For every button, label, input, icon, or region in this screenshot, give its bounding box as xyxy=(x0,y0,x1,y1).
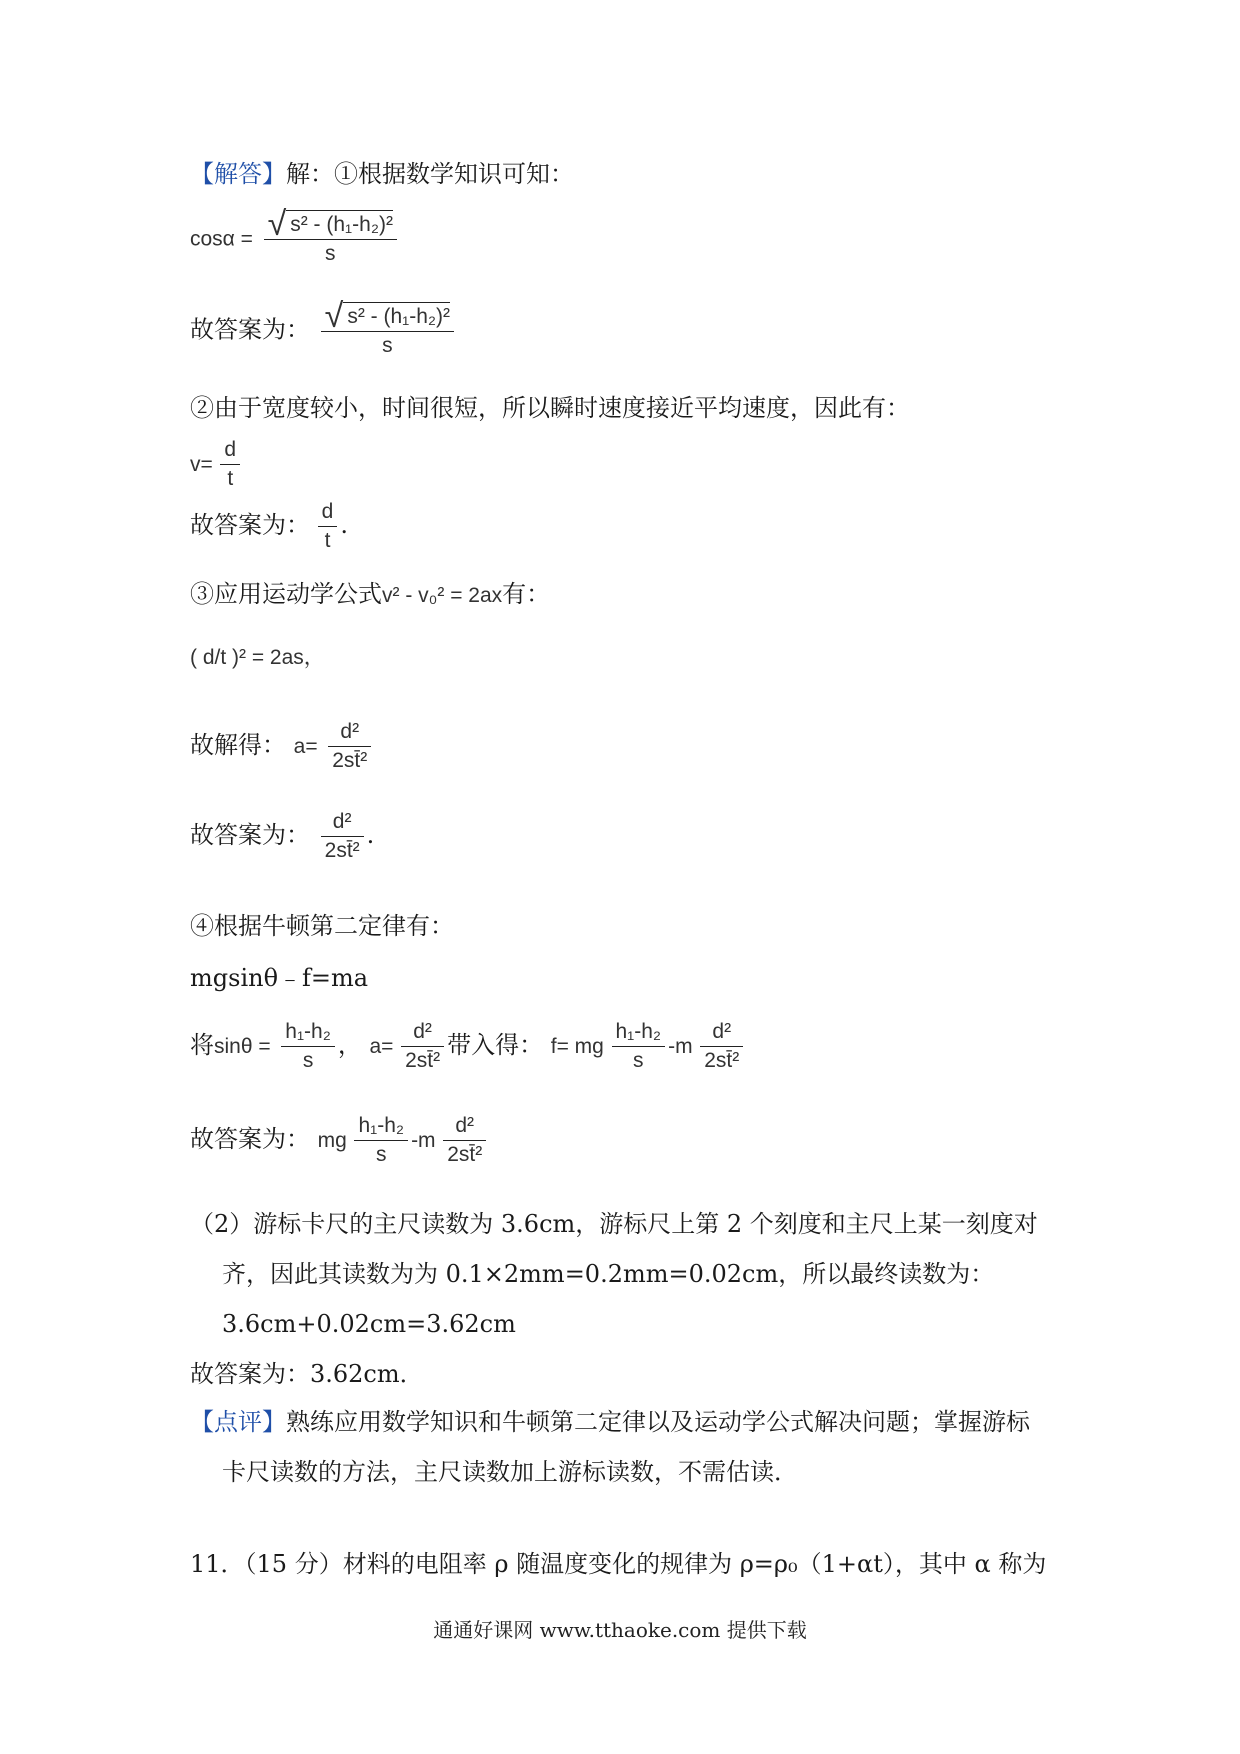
comment-tag: 【点评】 xyxy=(190,1408,286,1436)
footer-source: 通通好课网 www.tthaoke.com 提供下载 xyxy=(433,1618,807,1642)
answer-1 xyxy=(190,297,457,360)
velocity-formula: v= $\frac{d}{t}$ xyxy=(190,436,243,493)
answer-4: 故答案为： mg $\frac{\text{h₁-h₂}}{s}$ -m $\frac{\text{d²}}{\text{2st̄²}}$ xyxy=(190,1112,489,1169)
cos-formula xyxy=(190,205,400,268)
cos-numerator: √ s² - (h₁-h₂)² xyxy=(267,205,393,243)
step4-text: ④根据牛顿第二定律有： xyxy=(190,912,454,940)
answer-2: 故答案为： $\frac{d}{t}$ . xyxy=(190,498,348,555)
solution-heading xyxy=(190,158,574,190)
comment-line2: 卡尺读数的方法，主尺读数加上游标读数，不需估读． xyxy=(222,1458,798,1486)
step2-text: ②由于宽度较小，时间很短，所以瞬时速度接近平均速度，因此有： xyxy=(190,394,910,422)
final-answer: 故答案为：3.62cm． xyxy=(190,1360,424,1388)
substitution: 将sinθ = $\frac{\text{h₁-h₂}}{s}$ ， a= $\frac{\text{d²}}{\text{2st̄²}}$ 带入得： f= mg $\frac{\text{h₁-h₂}}{s}$ -m $\frac{\text{d²}}{\text{2st̄²}}$ xyxy=(190,1018,746,1075)
answer-3: 故答案为： $\frac{\text{d²}}{\text{2st̄²}}$ . xyxy=(190,808,374,865)
answer-1-fraction: $\frac{\text{√ s² - (h₁-h₂)²}}{s}$ xyxy=(321,302,454,360)
kinematics-formula: v² - v₀² = 2ax xyxy=(382,584,503,607)
part2-line2: 齐，因此其读数为为 0.1×2mm=0.2mm=0.02cm，所以最终读数为： xyxy=(222,1260,995,1288)
answer-label: 故答案为： xyxy=(190,315,310,344)
a-fraction: $\frac{\text{d²}}{\text{2st̄²}}$ xyxy=(328,718,371,775)
cos-lhs: cosα = xyxy=(190,227,253,251)
newton-equation: mgsinθ﹣f=ma xyxy=(190,964,369,992)
comment-line1: 【点评】熟练应用数学知识和牛顿第二定律以及运动学公式解决问题；掌握游标 xyxy=(190,1408,1030,1436)
answer-tag: 【解答】 xyxy=(190,160,286,188)
step1-text: 解：①根据数学知识可知： xyxy=(286,160,574,188)
part2-line3: 3.6cm+0.02cm=3.62cm xyxy=(222,1310,516,1338)
eq-2as: ( d/t )² = 2as， xyxy=(190,646,325,669)
cos-fraction xyxy=(264,205,397,268)
solve-a: 故解得： a= $\frac{\text{d²}}{\text{2st̄²}}$ xyxy=(190,718,374,775)
question-11: 11．（15 分）材料的电阻率 ρ 随温度变化的规律为 ρ=ρ₀（1+αt），其中 α 称为 xyxy=(190,1550,1047,1578)
cos-denominator: s xyxy=(264,239,397,268)
step3-text: ③应用运动学公式v² - v₀² = 2ax有： xyxy=(190,580,551,608)
d-over-t: $\frac{d}{t}$ xyxy=(220,436,240,493)
part2-line1: （2）游标卡尺的主尺读数为 3.6cm，游标尺上第 2 个刻度和主尺上某一刻度对 xyxy=(190,1210,1038,1238)
